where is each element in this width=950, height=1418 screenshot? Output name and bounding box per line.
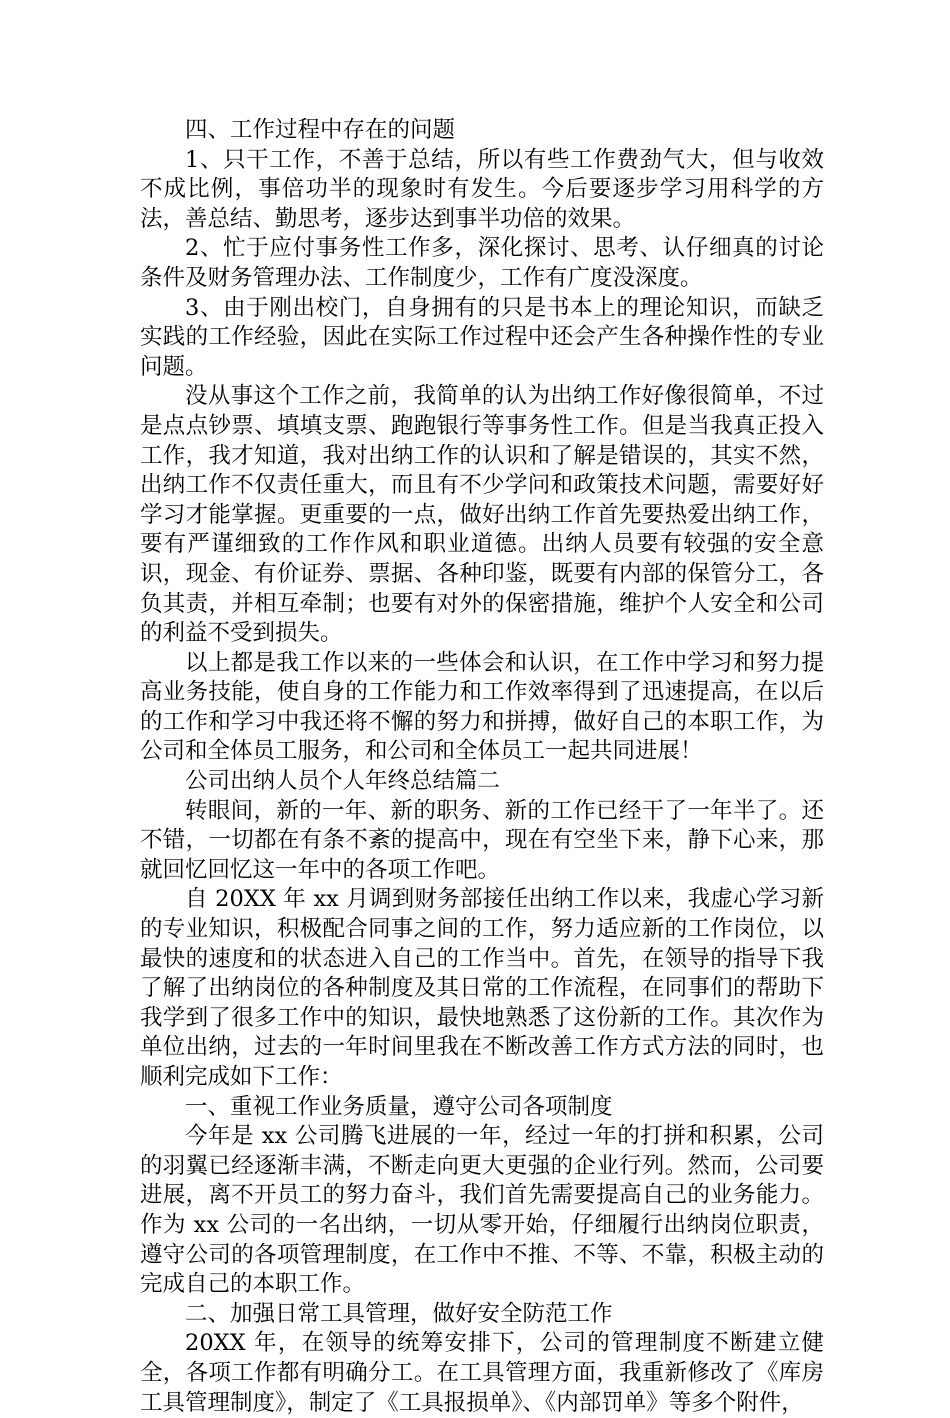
- paragraph-tools: 20XX 年，在领导的统筹安排下，公司的管理制度不断建立健全，各项工作都有明确分工。在工具管理方面，我重新修改了《库房工具管理制度》，制定了《工具报损单》、《内部罚单》等多个附件，: [140, 1330, 824, 1416]
- paragraph-problem-1: 1、只干工作，不善于总结，所以有些工作费劲气大，但与收效不成比例，事倍功半的现象时有发生。今后要逐步学习用科学的方法，善总结、勤思考，逐步达到事半功倍的效果。: [140, 146, 824, 232]
- section-heading-problems: 四、工作过程中存在的问题: [185, 117, 456, 143]
- paragraph-problem-3: 3、由于刚出校门，自身拥有的只是书本上的理论知识，而缺乏实践的工作经验，因此在实际工作过程中还会产生各种操作性的专业问题。: [140, 294, 824, 380]
- article-subtitle: 公司出纳人员个人年终总结篇二: [185, 768, 501, 795]
- section-heading-quality: 一、重视工作业务质量，遵守公司各项制度: [185, 1093, 613, 1120]
- paragraph-background: 自 20XX 年 xx 月调到财务部接任出纳工作以来，我虚心学习新的专业知识，积极配合同事之间的工作，努力适应新的工作岗位，以最快的速度和的状态进入自己的工作当中。首先，在领导的指导下我了解了出纳岗位的各种制度及其日常的工作流程，在同事们的帮助下我学到了很多工作中的知识，最快地熟悉了这份新的工作。其次作为单位出纳，过去的一年时间里我在不断改善工作方式方法的同时，也顺利完成如下工作：: [140, 886, 824, 1090]
- paragraph-quality: 今年是 xx 公司腾飞进展的一年，经过一年的打拼和积累，公司的羽翼已经逐渐丰满，不断走向更大更强的企业行列。然而，公司要进展，离不开员工的努力奋斗，我们首先需要提高自己的业务能力。作为 xx 公司的一名出纳，一切从零开始，仔细履行出纳岗位职责，遵守公司的各项管理制度，在工作中不推、不等、不靠，积极主动的完成自己的本职工作。: [140, 1123, 824, 1298]
- paragraph-reflection: 没从事这个工作之前，我简单的认为出纳工作好像很简单，不过是点点钞票、填填支票、跑跑银行等事务性工作。但是当我真正投入工作，我才知道，我对出纳工作的认识和了解是错误的，其实不然，出纳工作不仅责任重大，而且有不少学问和政策技术问题，需要好好学习才能掌握。更重要的一点，做好出纳工作首先要热爱出纳工作，要有严谨细致的工作作风和职业道德。出纳人员要有较强的安全意识，现金、有价证券、票据、各种印鉴，既要有内部的保管分工，各负其责，并相互牵制；也要有对外的保密措施，维护个人安全和公司的利益不受到损失。: [140, 383, 824, 647]
- paragraph-conclusion: 以上都是我工作以来的一些体会和认识，在工作中学习和努力提高业务技能，使自身的工作能力和工作效率得到了迅速提高，在以后的工作和学习中我还将不懈的努力和拼搏，做好自己的本职工作，为公司和全体员工服务，和公司和全体员工一起共同进展！: [140, 649, 824, 765]
- paragraph-intro: 转眼间，新的一年、新的职务、新的工作已经干了一年半了。还不错，一切都在有条不紊的提高中，现在有空坐下来，静下心来，那就回忆回忆这一年中的各项工作吧。: [140, 797, 824, 883]
- paragraph-problem-2: 2、忙于应付事务性工作多，深化探讨、思考、认仔细真的讨论条件及财务管理办法、工作制度少，工作有广度没深度。: [140, 235, 824, 291]
- section-heading-tools: 二、加强日常工具管理，做好安全防范工作: [185, 1300, 613, 1327]
- document-body: [140, 116, 824, 1418]
